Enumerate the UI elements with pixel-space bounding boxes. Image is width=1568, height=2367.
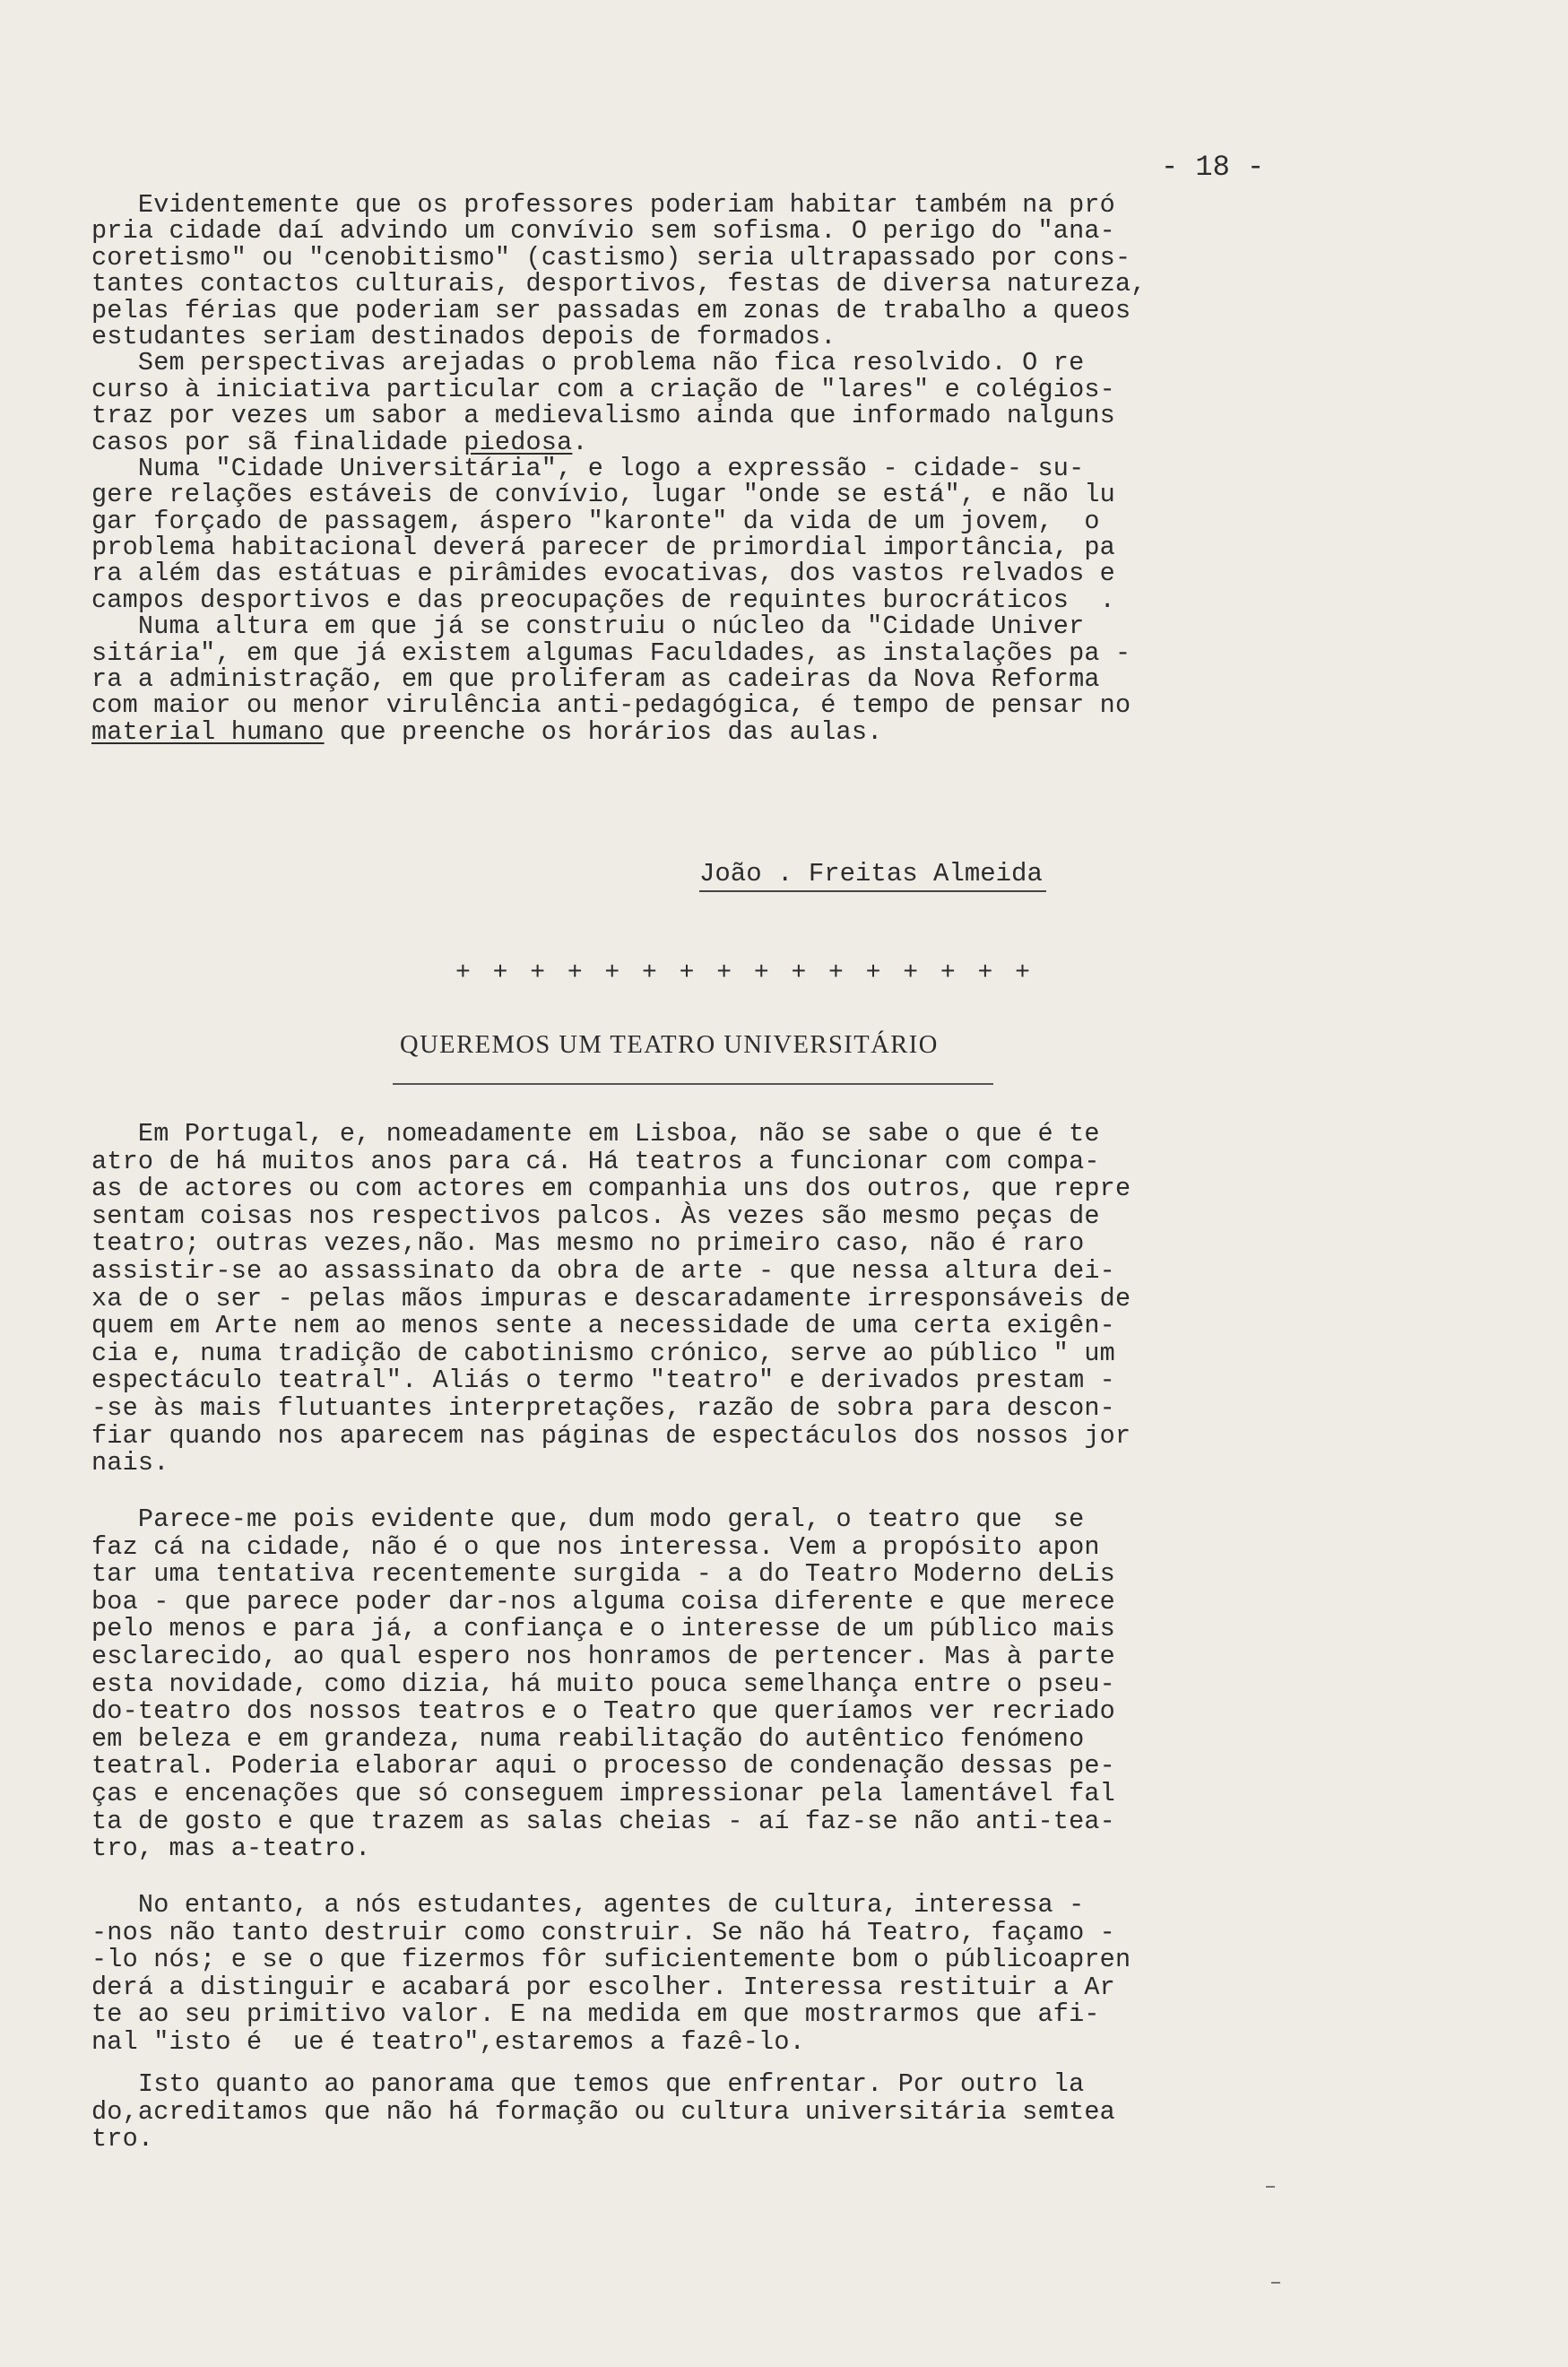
text-line: gar forçado de passagem, áspero "karonte" da vida de um jovem, o <box>91 506 1100 536</box>
text-line: Numa altura em que já se construiu o núcleo da "Cidade Univer <box>91 611 1085 642</box>
text-line: cia e, numa tradição de cabotinismo crónico, serve ao público " um <box>91 1338 1115 1368</box>
text-line: ças e encenações que só conseguem impressionar pela lamentável fal <box>91 1778 1115 1808</box>
text-line: esta novidade, como dizia, há muito pouca semelhança entre o pseu- <box>91 1669 1115 1699</box>
article-1-body <box>91 192 1320 745</box>
text-line: ta de gosto e que trazem as salas cheias - aí faz-se não anti-tea- <box>91 1806 1115 1836</box>
text-line: tantes contactos culturais, desportivos, festas de diversa natureza, <box>91 269 1147 299</box>
text-line: Isto quanto ao panorama que temos que enfrentar. Por outro la <box>91 2069 1085 2099</box>
text-line: faz cá na cidade, não é o que nos interessa. Vem a propósito apon <box>91 1531 1100 1562</box>
text-line: campos desportivos e das preocupações de requintes burocráticos . <box>91 585 1115 615</box>
text-line: com maior ou menor virulência anti-pedagógica, é tempo de pensar no <box>91 690 1131 721</box>
text-line: esclarecido, ao qual espero nos honramos de pertencer. Mas à parte <box>91 1641 1115 1671</box>
underlined-phrase: material humano <box>91 716 325 747</box>
text-line: te ao seu primitivo valor. E na medida em que mostrarmos que afi- <box>91 1999 1100 2030</box>
text-line: traz por vezes um sabor a medievalismo ainda que informado nalguns <box>91 401 1115 431</box>
author-signature: João . Freitas Almeida <box>699 859 1046 892</box>
article-2-paragraph-1 <box>91 1121 1320 1478</box>
text-line: -se às mais flutuantes interpretações, razão de sobra para descon- <box>91 1392 1115 1423</box>
text-line: tro, mas a-teatro. <box>91 1834 371 1864</box>
text-line: estudantes seriam destinados depois de formados. <box>91 321 836 351</box>
text-line: sitária", em que já existem algumas Faculdades, as instalações pa - <box>91 637 1131 668</box>
text-line: Sem perspectivas arejadas o problema não fica resolvido. O re <box>91 348 1085 378</box>
text-line: fiar quando nos aparecem nas páginas de espectáculos dos nossos jor <box>91 1420 1131 1451</box>
text-line: -lo nós; e se o que fizermos fôr suficientemente bom o públicoapren <box>91 1945 1131 1975</box>
section-separator: + + + + + + + + + + + + + + + + <box>455 959 1034 987</box>
text-line: assistir-se ao assassinato da obra de arte - que nessa altura dei- <box>91 1255 1115 1286</box>
article-2-paragraph-3 <box>91 1892 1320 2057</box>
text-line: Parece-me pois evidente que, dum modo geral, o teatro que se <box>91 1504 1085 1534</box>
text-line: ra a administração, em que proliferam as cadeiras da Nova Reforma <box>91 664 1100 695</box>
text-line: espectáculo teatral". Aliás o termo "teatro" e derivados prestam - <box>91 1366 1115 1396</box>
text-line: teatral. Poderia elaborar aqui o processo de condenação dessas pe- <box>91 1751 1115 1782</box>
text-line: nais. <box>91 1448 169 1478</box>
text-line: atro de há muitos anos para cá. Há teatros a funcionar com compa- <box>91 1146 1100 1176</box>
title-underline <box>393 1083 993 1085</box>
text-line: Em Portugal, e, nomeadamente em Lisboa, não se sabe o que é te <box>91 1119 1100 1149</box>
text-line: xa de o ser - pelas mãos impuras e descaradamente irresponsáveis de <box>91 1283 1131 1314</box>
text-line: ra além das estátuas e pirâmides evocativas, dos vastos relvados e <box>91 559 1115 589</box>
text-line: tro. <box>91 2124 154 2155</box>
text-line: problema habitacional deverá parecer de primordial importância, pa <box>91 533 1115 563</box>
page-number: - 18 - <box>1161 151 1265 184</box>
text-line: gere relações estáveis de convívio, lugar "onde se está", e não lu <box>91 480 1115 510</box>
text-line: Numa "Cidade Universitária", e logo a expressão - cidade- su- <box>91 453 1085 483</box>
text-line: do,acreditamos que não há formação ou cultura universitária semtea <box>91 2096 1115 2127</box>
text-line: Evidentemente que os professores poderiam habitar também na pró <box>91 190 1115 220</box>
text-line: coretismo" ou "cenobitismo" (castismo) seria ultrapassado por cons- <box>91 242 1131 273</box>
article-2-paragraph-2 <box>91 1506 1320 1863</box>
text-line: casos por sã finalidade piedosa. <box>91 427 588 457</box>
text-line: quem em Arte nem ao menos sente a necessidade de uma certa exigên- <box>91 1311 1115 1341</box>
text-line: tar uma tentativa recentemente surgida - a do Teatro Moderno deLis <box>91 1559 1115 1590</box>
text-line: em beleza e em grandeza, numa reabilitação do autêntico fenómeno <box>91 1723 1085 1754</box>
text-line: pria cidade daí advindo um convívio sem sofisma. O perigo do "ana- <box>91 216 1115 247</box>
text-line: teatro; outras vezes,não. Mas mesmo no primeiro caso, não é raro <box>91 1228 1085 1259</box>
paper-mark <box>1266 2186 1275 2188</box>
text-line: do-teatro dos nossos teatros e o Teatro que queríamos ver recriado <box>91 1696 1115 1727</box>
text-line: as de actores ou com actores em companhia uns dos outros, que repre <box>91 1174 1131 1204</box>
text-line: material humano que preenche os horários das aulas. <box>91 716 883 747</box>
text-line: curso à iniciativa particular com a criação de "lares" e colégios- <box>91 374 1115 404</box>
article-2-paragraph-4 <box>91 2071 1320 2154</box>
text-line: No entanto, a nós estudantes, agentes de cultura, interessa - <box>91 1890 1085 1920</box>
text-line: derá a distinguir e acabará por escolher. Interessa restituir a Ar <box>91 1972 1115 2002</box>
underlined-word: piedosa <box>463 427 573 457</box>
text-line: sentam coisas nos respectivos palcos. Às vezes são mesmo peças de <box>91 1201 1100 1231</box>
text-line: pelo menos e para já, a confiança e o interesse de um público mais <box>91 1614 1115 1644</box>
paper-mark <box>1271 2282 1280 2284</box>
article-2-title: QUEREMOS UM TEATRO UNIVERSITÁRIO <box>400 1031 939 1059</box>
text-line: nal "isto é ue é teatro",estaremos a fazê-lo. <box>91 2026 805 2057</box>
text-line: -nos não tanto destruir como construir. Se não há Teatro, façamo - <box>91 1917 1115 1947</box>
text-line: boa - que parece poder dar-nos alguma coisa diferente e que merece <box>91 1586 1115 1617</box>
text-line: pelas férias que poderiam ser passadas em zonas de trabalho a queos <box>91 295 1131 325</box>
